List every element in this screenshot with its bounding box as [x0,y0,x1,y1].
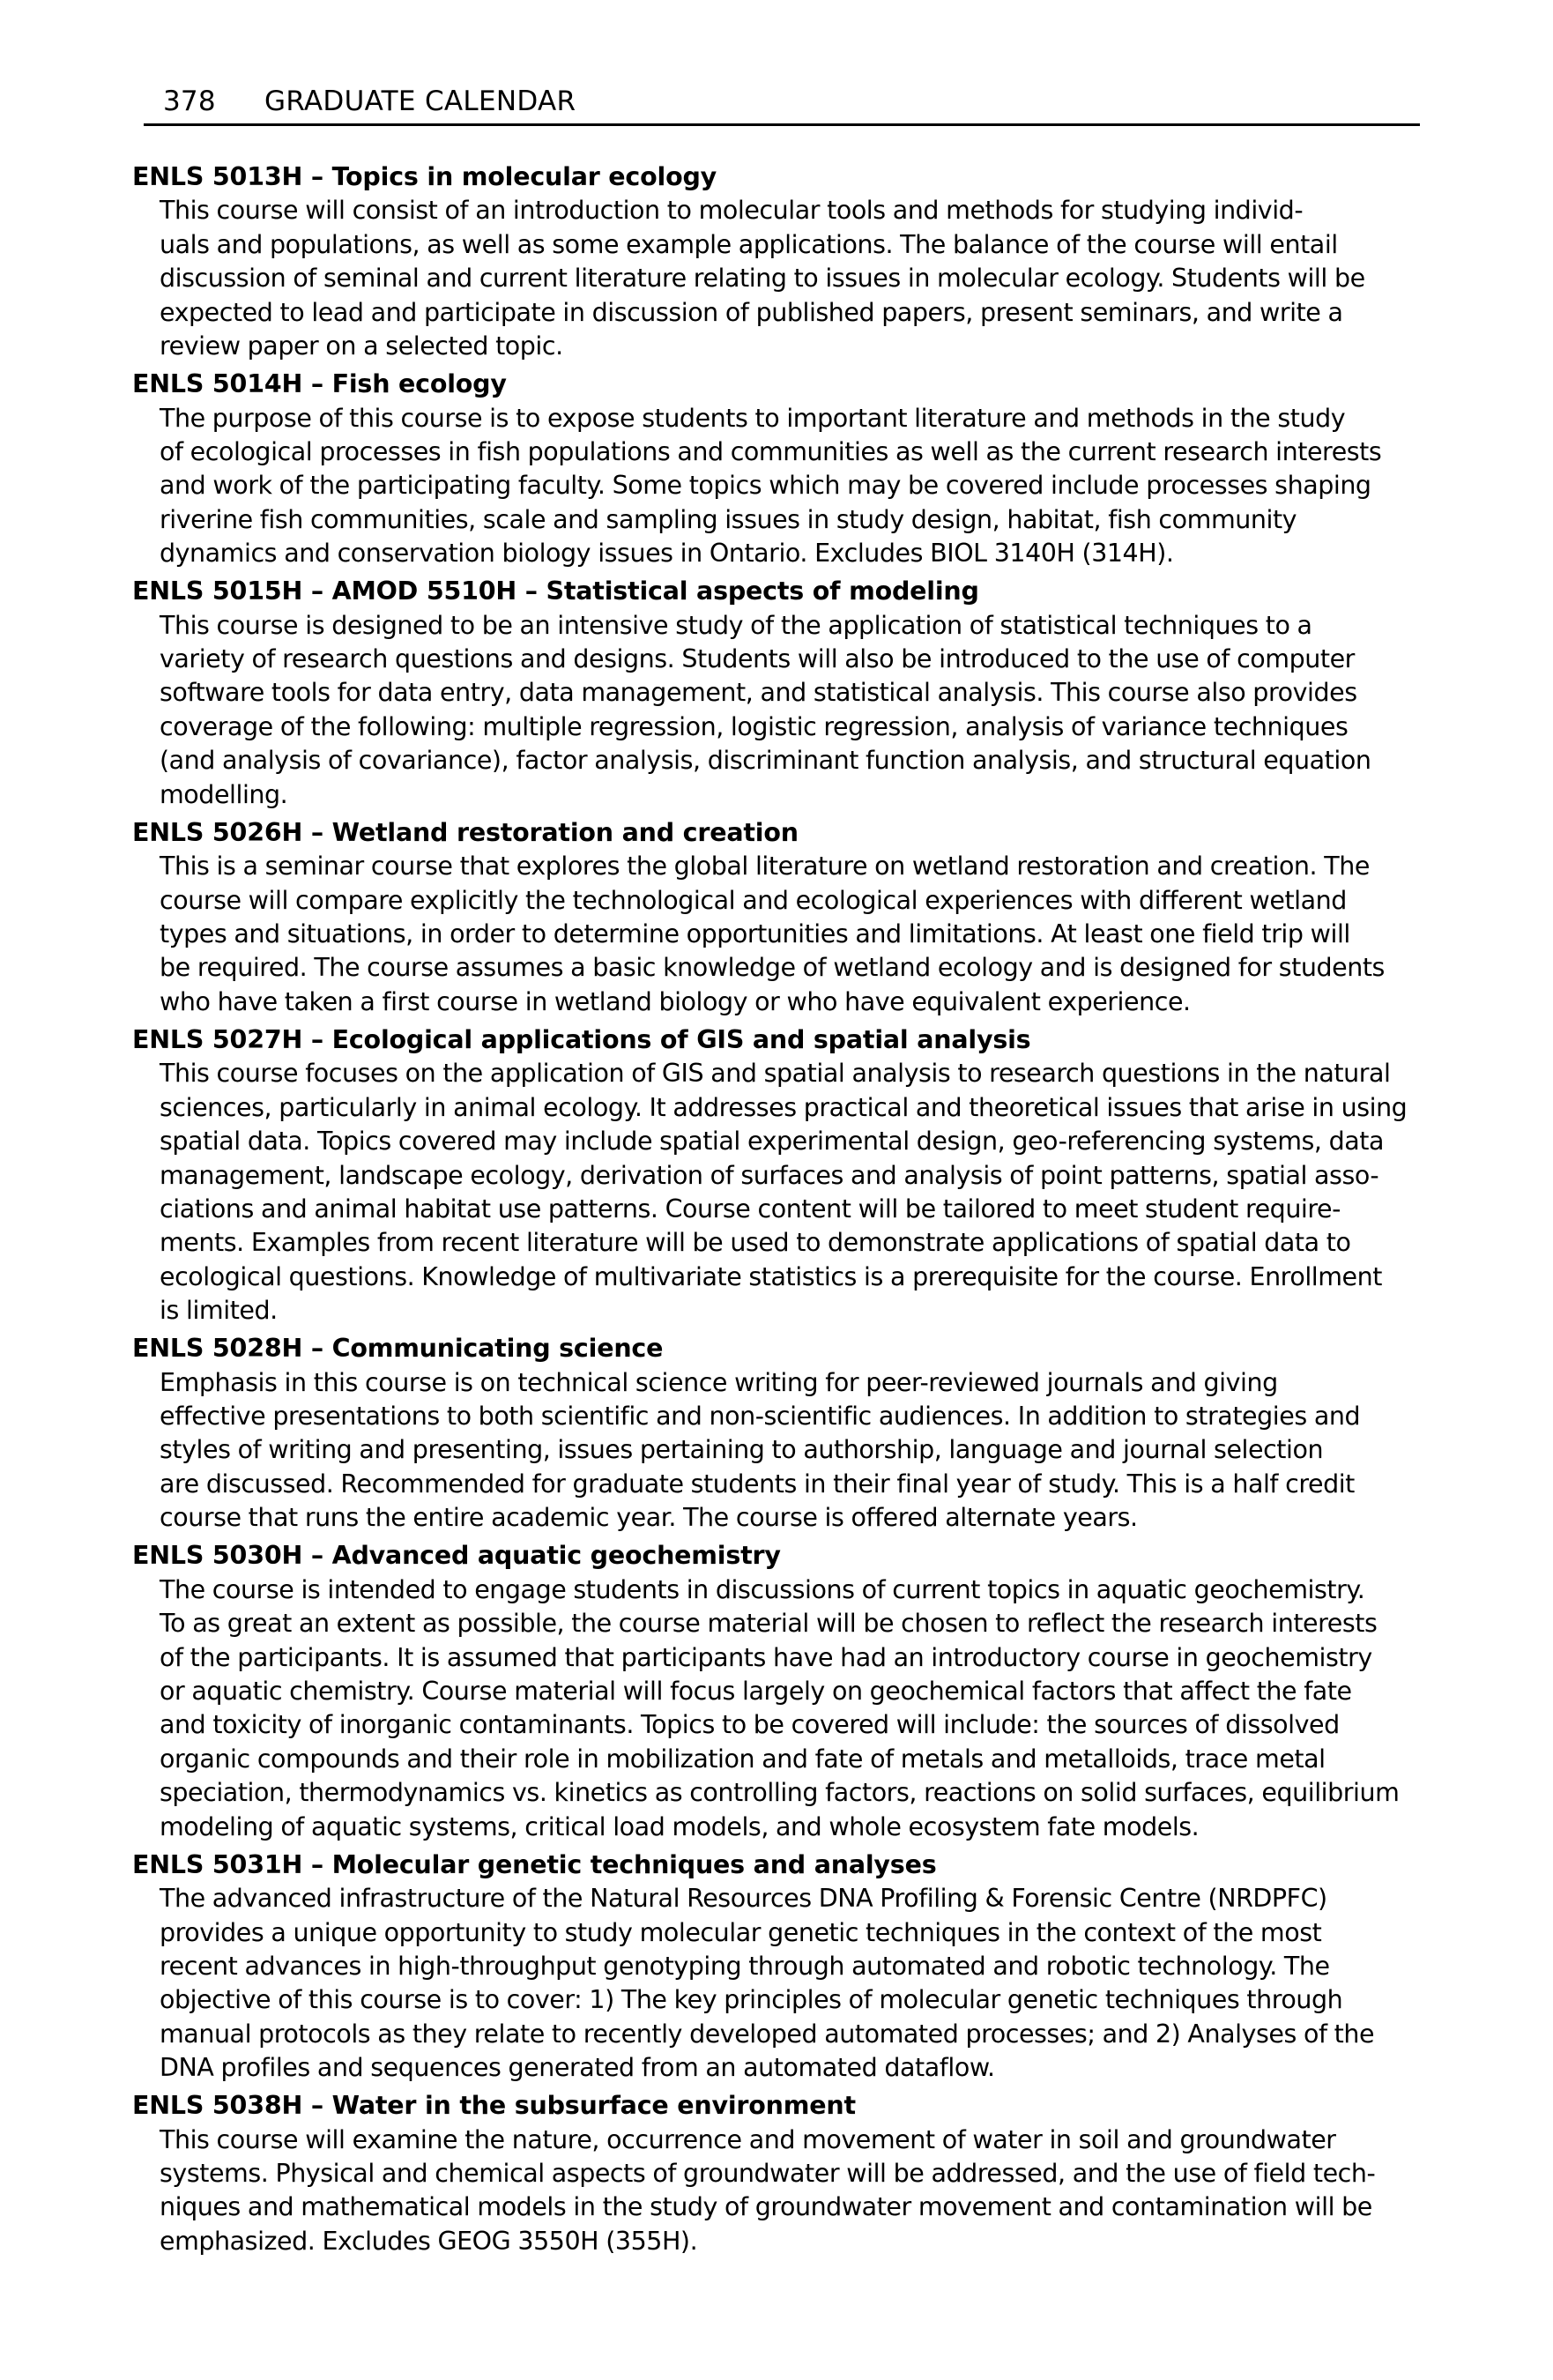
description-line: This is a seminar course that explores the global literature on wetland restoration and creation. The [160,852,1370,881]
course-title: ENLS 5028H – Communicating science [132,1334,664,1364]
description-line: The purpose of this course is to expose students to important literature and methods in the study [160,403,1346,433]
description-line: are discussed. Recommended for graduate students in their final year of study. This is a half credit [160,1469,1355,1499]
course-entry [132,160,1424,363]
description-line: or aquatic chemistry. Course material will focus largely on geochemical factors that affect the fate [160,1677,1352,1706]
description-line: discussion of seminal and current literature relating to issues in molecular ecology. Students will be [160,264,1365,294]
description-line: variety of research questions and designs. Students will also be introduced to the use of computer [160,644,1355,674]
description-line: emphasized. Excludes GEOG 3550H (355H). [160,2226,698,2256]
description-line: review paper on a selected topic. [160,331,563,361]
description-line: riverine fish communities, scale and sampling issues in study design, habitat, fish community [160,504,1297,534]
running-title: GRADUATE CALENDAR [264,86,576,117]
course-entry [132,368,1424,570]
description-line: expected to lead and participate in discussion of published papers, present seminars, and write a [160,297,1343,327]
description-line: sciences, particularly in animal ecology. It addresses practical and theoretical issues that arise in using [160,1092,1408,1122]
course-title: ENLS 5030H – Advanced aquatic geochemistry [132,1541,781,1571]
course-title: ENLS 5038H – Water in the subsurface environment [132,2091,856,2121]
description-line: management, landscape ecology, derivation of surfaces and analysis of point patterns, spatial asso- [160,1160,1379,1190]
course-description [160,1057,1422,1328]
course-entry [132,816,1424,1019]
description-line: dynamics and conservation biology issues in Ontario. Excludes BIOL 3140H (314H). [160,539,1174,569]
description-line: ecological questions. Knowledge of multivariate statistics is a prerequisite for the course. Enrollment [160,1261,1382,1291]
course-entry [132,1332,1424,1535]
description-line: Emphasis in this course is on technical science writing for peer-reviewed journals and giving [160,1367,1278,1397]
course-title: ENLS 5031H – Molecular genetic techniques and analyses [132,1849,937,1879]
description-line: organic compounds and their role in mobilization and fate of metals and metalloids, trace metal [160,1744,1326,1774]
description-line: course will compare explicitly the technological and ecological experiences with different wetland [160,885,1347,915]
course-title: ENLS 5027H – Ecological applications of GIS and spatial analysis [132,1024,1031,1054]
description-line: recent advances in high-throughput genotyping through automated and robotic technology. The [160,1951,1330,1981]
description-line: course that runs the entire academic year. The course is offered alternate years. [160,1503,1138,1533]
description-line: coverage of the following: multiple regression, logistic regression, analysis of variance techniques [160,711,1349,741]
course-entry [132,2089,1424,2258]
course-entry [132,1023,1424,1328]
description-line: systems. Physical and chemical aspects of groundwater will be addressed, and the use of field tech- [160,2159,1376,2189]
description-line: modeling of aquatic systems, critical load models, and whole ecosystem fate models. [160,1811,1200,1841]
course-description [160,1573,1422,1844]
description-line: To as great an extent as possible, the course material will be chosen to reflect the research interests [160,1609,1378,1639]
description-line: effective presentations to both scientific and non-scientific audiences. In addition to strategies and [160,1402,1361,1432]
description-line: be required. The course assumes a basic knowledge of wetland ecology and is designed for students [160,953,1385,983]
description-line: of the participants. It is assumed that participants have had an introductory course in geochemistry [160,1642,1372,1672]
description-line: of ecological processes in fish populations and communities as well as the current research interests [160,436,1382,466]
description-line: This course is designed to be an intensive study of the application of statistical techniques to a [160,610,1312,640]
description-line: The advanced infrastructure of the Natural Resources DNA Profiling & Forensic Centre (NRDPFC) [160,1884,1327,1914]
description-line: modelling. [160,779,288,809]
course-title: ENLS 5013H – Topics in molecular ecology [132,162,717,191]
course-description [160,850,1422,1019]
course-title: ENLS 5014H – Fish ecology [132,369,507,399]
course-description [160,402,1422,571]
description-line: uals and populations, as well as some example applications. The balance of the course will entail [160,229,1338,259]
course-description [160,1882,1422,2085]
description-line: and toxicity of inorganic contaminants. Topics to be covered will include: the sources of dissolved [160,1710,1340,1740]
course-list [132,160,1424,2263]
description-line: is limited. [160,1296,278,1326]
description-line: The course is intended to engage students in discussions of current topics in aquatic geochemistry. [160,1574,1365,1604]
description-line: ciations and animal habitat use patterns. Course content will be tailored to meet student require- [160,1194,1341,1223]
description-line: styles of writing and presenting, issues pertaining to authorship, language and journal selection [160,1435,1324,1465]
description-line: (and analysis of covariance), factor analysis, discriminant function analysis, and structural equation [160,746,1371,776]
course-description [160,1366,1422,1536]
description-line: niques and mathematical models in the study of groundwater movement and contamination will be [160,2192,1372,2222]
course-description [160,609,1422,812]
description-line: This course will consist of an introduction to molecular tools and methods for studying individ- [160,196,1304,226]
description-line: and work of the participating faculty. Some topics which may be covered include processes shaping [160,471,1371,501]
description-line: This course focuses on the application of GIS and spatial analysis to research questions in the natural [160,1059,1391,1089]
description-line: who have taken a first course in wetland biology or who have equivalent experience. [160,986,1191,1016]
description-line: manual protocols as they relate to recently developed automated processes; and 2) Analyses of the [160,2019,1375,2049]
course-entry [132,1848,1424,2086]
description-line: DNA profiles and sequences generated from an automated dataflow. [160,2053,995,2083]
description-line: This course will examine the nature, occurrence and movement of water in soil and groundwater [160,2124,1336,2154]
description-line: provides a unique opportunity to study molecular genetic techniques in the context of the most [160,1917,1322,1947]
page-header [144,83,1420,126]
description-line: spatial data. Topics covered may include spatial experimental design, geo-referencing systems, data [160,1127,1385,1157]
course-title: ENLS 5015H – AMOD 5510H – Statistical aspects of modeling [132,576,979,606]
description-line: speciation, thermodynamics vs. kinetics as controlling factors, reactions on solid surfaces, equilibrium [160,1778,1400,1808]
description-line: objective of this course is to cover: 1) The key principles of molecular genetic techniques through [160,1985,1343,2015]
description-line: ments. Examples from recent literature will be used to demonstrate applications of spatial data to [160,1228,1351,1258]
course-title: ENLS 5026H – Wetland restoration and creation [132,817,799,847]
course-entry [132,1539,1424,1844]
course-description [160,194,1422,363]
course-description [160,2123,1422,2259]
description-line: types and situations, in order to determine opportunities and limitations. At least one field trip will [160,919,1350,948]
page-number: 378 [163,86,216,117]
description-line: software tools for data entry, data management, and statistical analysis. This course also provides [160,678,1357,708]
course-entry [132,575,1424,812]
